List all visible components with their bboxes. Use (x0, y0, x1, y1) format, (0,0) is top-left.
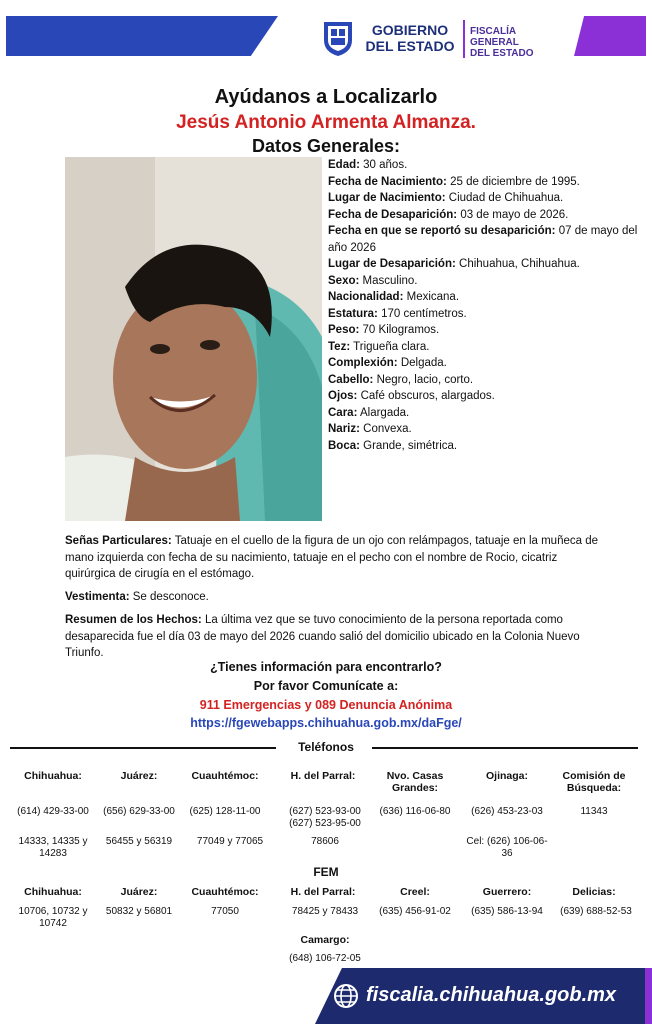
tel-city-comision: Comisión de Búsqueda: (562, 770, 626, 794)
tel-city-nvo-casas-grandes: Nvo. Casas Grandes: (386, 770, 444, 794)
fem-value-delicias[interactable]: (639) 688-52-53 (560, 906, 632, 917)
detail-cabello: Cabello: Negro, lacio, corto. (328, 373, 474, 386)
fge-line2: DEL ESTADO (470, 48, 534, 59)
tel-phone-parral[interactable]: (627) 523-93-00 (627) 523-95-00 (289, 806, 361, 829)
footer-website[interactable]: fiscalia.chihuahua.gob.mx (366, 984, 617, 1006)
detail-fecha-nacimiento: Fecha de Nacimiento: 25 de diciembre de 1995. (328, 175, 580, 188)
detail-edad: Edad: 30 años. (328, 159, 408, 171)
fiscalia-logo-text (470, 26, 560, 59)
fem-value-creel[interactable]: (635) 456-91-02 (379, 906, 451, 917)
person-name: Jesús Antonio Armenta Almanza. (176, 112, 476, 133)
state-shield-logo-icon (320, 18, 356, 58)
detail-boca: Boca: Grande, simétrica. (328, 439, 458, 452)
senas-particulares: Señas Particulares: Tatuaje en el cuello de la figura de un ojo con relámpagos, tatuaje en la muñeca de mano izquierda con fecha de su nacimiento, tatuaje en el pecho con el nombre de Rocio, cicatriz quirúrgica de cirugía en el estómago. (65, 535, 598, 580)
vestimenta: Vestimenta: Se desconoce. (65, 591, 209, 603)
globe-icon (333, 983, 359, 1009)
tel-ext-ojinaga: Cel: (626) 106-06-36 (466, 836, 548, 859)
fem-city-chihuahua: Chihuahua: (24, 886, 82, 898)
tel-phone-cuauhtemoc[interactable]: (625) 128-11-00 (189, 806, 261, 817)
footer-accent (645, 968, 652, 1024)
detail-lugar-nacimiento: Lugar de Nacimiento: Ciudad de Chihuahua. (328, 192, 564, 204)
detail-ojos: Ojos: Café obscuros, alargados. (328, 390, 495, 402)
person-photo (65, 157, 322, 521)
tel-phone-nvo-casas-grandes[interactable]: (636) 116-06-80 (379, 806, 451, 817)
details-list (328, 157, 644, 454)
header-purple-strip (574, 16, 646, 56)
detail-estatura: Estatura: 170 centímetros. (328, 307, 467, 320)
cta-please: Por favor Comunícate a: (253, 679, 399, 693)
fem-city-camargo: Camargo: (300, 934, 350, 946)
tel-ext-juarez: 56455 y 56319 (105, 836, 173, 847)
fem-city-guerrero: Guerrero: (482, 886, 532, 898)
divider-right (372, 747, 638, 749)
gov-line1: GOBIERNO (371, 22, 449, 38)
fem-value-camargo[interactable]: (648) 106-72-05 (289, 953, 361, 964)
fem-city-delicias: Delicias: (572, 886, 616, 898)
fge-line1: FISCALÍA GENERAL (470, 26, 519, 48)
fem-city-cuauhtemoc: Cuauhtémoc: (191, 886, 259, 898)
cta-question: ¿Tienes información para encontrarlo? (210, 660, 442, 674)
header-blue-strip (6, 16, 278, 56)
fem-value-chihuahua[interactable]: 10706, 10732 y 10742 (18, 906, 88, 929)
fem-city-juarez: Juárez: (120, 886, 158, 898)
fem-value-parral[interactable]: 78425 y 78433 (291, 906, 359, 917)
tel-phone-chihuahua[interactable]: (614) 429-33-00 (17, 806, 89, 817)
tel-city-chihuahua: Chihuahua: (24, 770, 82, 782)
detail-peso: Peso: 70 Kilogramos. (328, 324, 440, 336)
logo-divider (463, 20, 465, 58)
tel-city-ojinaga: Ojinaga: (485, 770, 528, 782)
government-logo-text (362, 22, 458, 54)
fem-value-cuauhtemoc[interactable]: 77050 (211, 906, 239, 917)
detail-tez: Tez: Trigueña clara. (328, 340, 430, 353)
tel-phone-juarez[interactable]: (656) 629-33-00 (103, 806, 175, 817)
tel-ext-parral: 78606 (311, 836, 339, 847)
tel-phone-ojinaga[interactable]: (626) 453-23-03 (471, 806, 543, 817)
telefonos-title: Teléfonos (298, 740, 354, 754)
section-title: Datos Generales: (251, 136, 401, 156)
detail-nariz: Nariz: Convexa. (328, 423, 412, 435)
detail-fecha-desaparicion: Fecha de Desaparición: 03 de mayo de 2026. (328, 208, 569, 221)
cta-emergency: 911 Emergencias y 089 Denuncia Anónima (199, 698, 453, 712)
fem-value-guerrero[interactable]: (635) 586-13-94 (471, 906, 543, 917)
fem-value-juarez[interactable]: 50832 y 56801 (105, 906, 173, 917)
detail-nacionalidad: Nacionalidad: Mexicana. (328, 291, 460, 303)
tel-ext-chihuahua: 14333, 14335 y 14283 (18, 836, 88, 859)
tel-city-cuauhtemoc: Cuauhtémoc: (191, 770, 259, 782)
detail-cara: Cara: Alargada. (328, 406, 410, 419)
resumen-hechos: Resumen de los Hechos: La última vez que se tuvo conocimiento de la persona reportada como desaparecida fue el día 03 de mayo del 2026 cuando salió del domicilio ubicado en la Colonia Nuevo Triunfo. (65, 614, 580, 659)
fem-title: FEM (313, 865, 339, 879)
tel-phone-comision[interactable]: 11343 (580, 806, 608, 817)
detail-lugar-desaparicion: Lugar de Desaparición: Chihuahua, Chihuahua. (328, 258, 580, 270)
detail-fecha-reporte: Fecha en que se reportó su desaparición: 07 de mayo del año 2026 (328, 225, 638, 254)
poster-title: Ayúdanos a Localizarlo (214, 86, 438, 108)
fem-city-creel: Creel: (400, 886, 430, 898)
detail-sexo: Sexo: Masculino. (328, 274, 418, 287)
tel-ext-cuauhtemoc: 77049 y 77065 (196, 836, 264, 847)
tel-city-parral: H. del Parral: (290, 770, 356, 782)
fem-city-parral: H. del Parral: (290, 886, 356, 898)
detail-complexion: Complexión: Delgada. (328, 357, 447, 369)
tel-city-juarez: Juárez: (120, 770, 158, 782)
gov-line2: DEL ESTADO (365, 38, 455, 54)
cta-link[interactable]: https://fgewebapps.chihuahua.gob.mx/daFge/ (190, 716, 462, 730)
